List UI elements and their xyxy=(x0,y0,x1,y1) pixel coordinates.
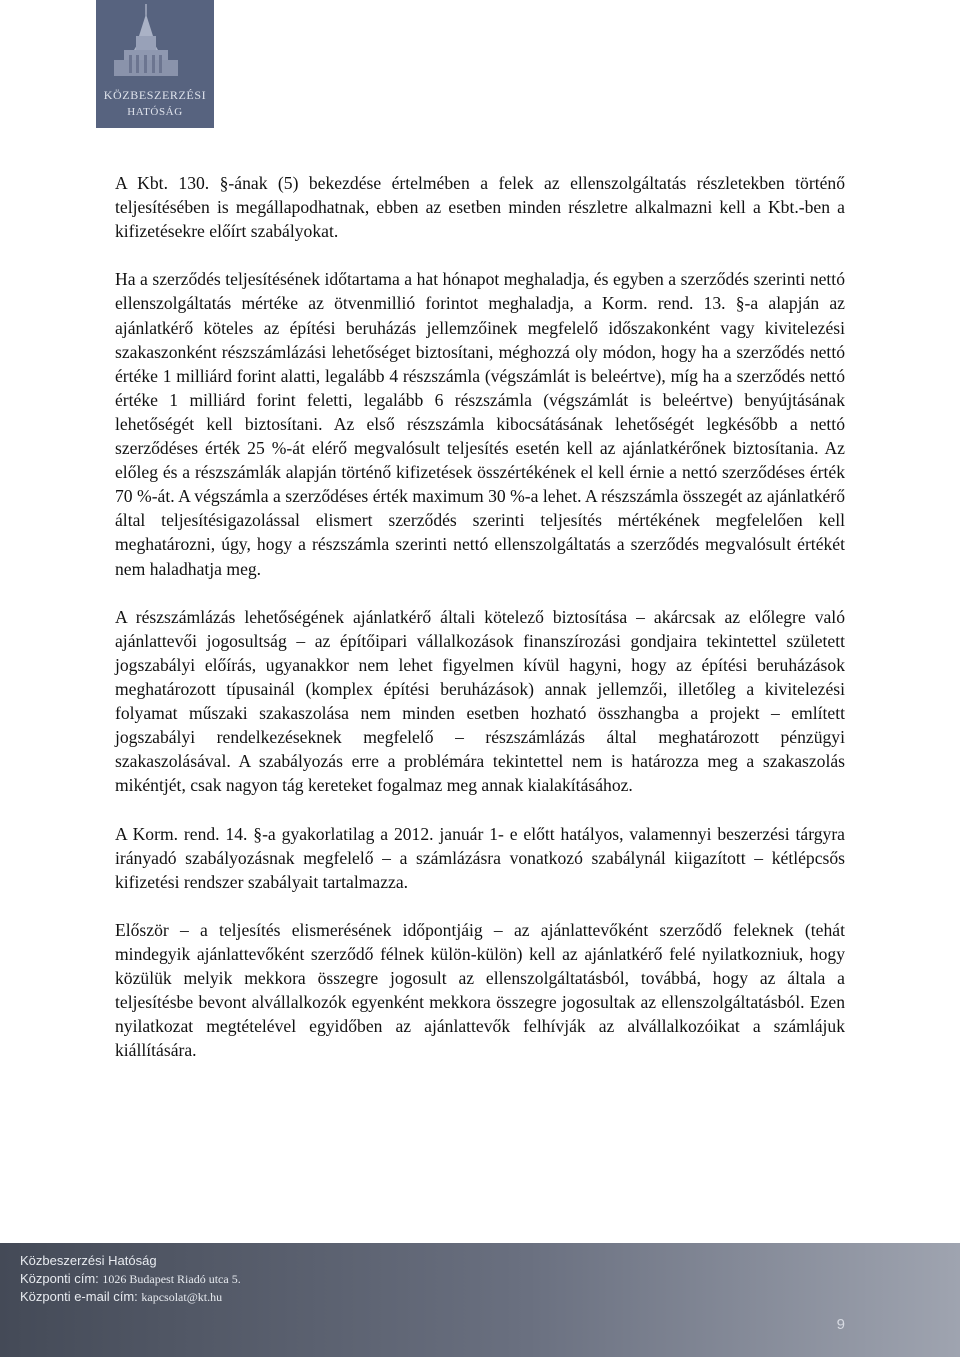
footer-address-value: 1026 Budapest Riadó utca 5. xyxy=(102,1272,241,1286)
paragraph: Először – a teljesítés elismerésének időpontjáig – az ajánlattevőként szerződő feleknek (tehát mindegyik ajánlattevőként szerződő félnek külön-külön) kell az ajánlatkérő felé nyilatkozniuk, hogy közülük melyik mekkora összegre jogosult az ellenszolgáltatásból, továbbá, hogy az általa a teljesítésbe bevont alvállalkozók egyenként mekkora összegre jogosultak az ellenszolgáltatásból. Ezen nyilatkozat megtételével egyidőben az ajánlattevők felhívják az alvállalkozóikat a számlájuk kiállítására. xyxy=(115,919,845,1061)
footer-address xyxy=(20,1271,241,1287)
document-body xyxy=(115,171,845,1087)
footer-email-value: kapcsolat@kt.hu xyxy=(141,1290,223,1304)
paragraph: Ha a szerződés teljesítésének időtartama a hat hónapot meghaladja, és egyben a szerződés szerinti nettó ellenszolgáltatás mértéke az ötvenmillió forintot meghaladja, a Korm. rend. 13. §-a alapján az ajánlatkérő köteles az építési beruházás jellemzőinek megfelelő időszakonként vagy kivitelezési szakaszonként részszámlázási lehetőséget biztosítani, méghozzá oly módon, hogy ha a szerződés nettó értéke 1 milliárd forint alatti, legalább 4 részszámla (végszámlát is beleértve), míg ha a szerződés nettó értéke 1 milliárd forint feletti, legalább 6 részszámla (végszámlát is beleértve) benyújtásának lehetőségét kell biztosítani. Az első részszámla kibocsátásának lehetőségét legkésőbb a nettó szerződéses érték 25 %-át elérő megvalósult teljesítés esetén kell az ajánlatkérőnek biztosítania. Az előleg és a részszámlák alapján történő kifizetések összértékének el kell érnie a nettó szerződéses érték 70 %-át. A végszámla a szerződéses érték maximum 30 %-a lehet. A részszámla összegét az ajánlatkérő által teljesítésigazolással elismert szerződés szerinti teljesítés mértékének megfelelően kell meghatározni, úgy, hogy a részszámla szerinti nettó ellenszolgáltatás a szerződés megvalósult értékét nem haladhatja meg. xyxy=(115,269,845,579)
logo-text-line1: KÖZBESZERZÉSI xyxy=(103,88,207,102)
page-footer xyxy=(0,1243,960,1357)
logo-text-line2: HATÓSÁG xyxy=(127,106,183,118)
paragraph: A részszámlázás lehetőségének ajánlatkérő általi kötelező biztosítása – akárcsak az előlegre való ajánlattevői jogosultság – az építőipari vállalkozások finanszírozási gondjaira tekintettel született jogszabályi előírás, ugyanakkor nem lehet figyelmen kívül hagyni, hogy az építési beruházások meghatározott típusainál (komplex építési beruházások) annak jellemzői, illetőleg a kivitelezési folyamat műszaki szakaszolása nem minden esetben hozható összhangba a projekt – említett jogszabályi rendelkezéseknek megfelelő – részszámlázás által meghatározott pénzügyi szakaszolásával. A szabályozás erre a problémára tekintettel nem is határozza meg a szakaszolás mikéntjét, csak nagyon tág kereteket fogalmaz meg annak kialakításához. xyxy=(115,606,845,796)
footer-email-label: Központi e-mail cím: xyxy=(20,1289,138,1304)
page-number: 9 xyxy=(836,1316,845,1333)
footer-email xyxy=(20,1289,222,1305)
parliament-dome-icon xyxy=(96,0,214,90)
paragraph: A Kbt. 130. §-ának (5) bekezdése értelmében a felek az ellenszolgáltatás részletekben történő teljesítésében is megállapodhatnak, ebben az esetben minden részletre alkalmazni kell a Kbt.-ben a kifizetésekre előírt szabályokat. xyxy=(115,173,845,242)
authority-logo xyxy=(96,0,214,128)
footer-org-name: Közbeszerzési Hatóság xyxy=(20,1253,157,1268)
footer-address-label: Központi cím: xyxy=(20,1271,99,1286)
paragraph: A Korm. rend. 14. §-a gyakorlatilag a 2012. január 1- e előtt hatályos, valamennyi beszerzési tárgyra irányadó szabályozásnak megfelelő – a számlázásra vonatkozó szabálynál kiigazított – kétlépcsős kifizetési rendszer szabályait tartalmazza. xyxy=(115,823,845,892)
